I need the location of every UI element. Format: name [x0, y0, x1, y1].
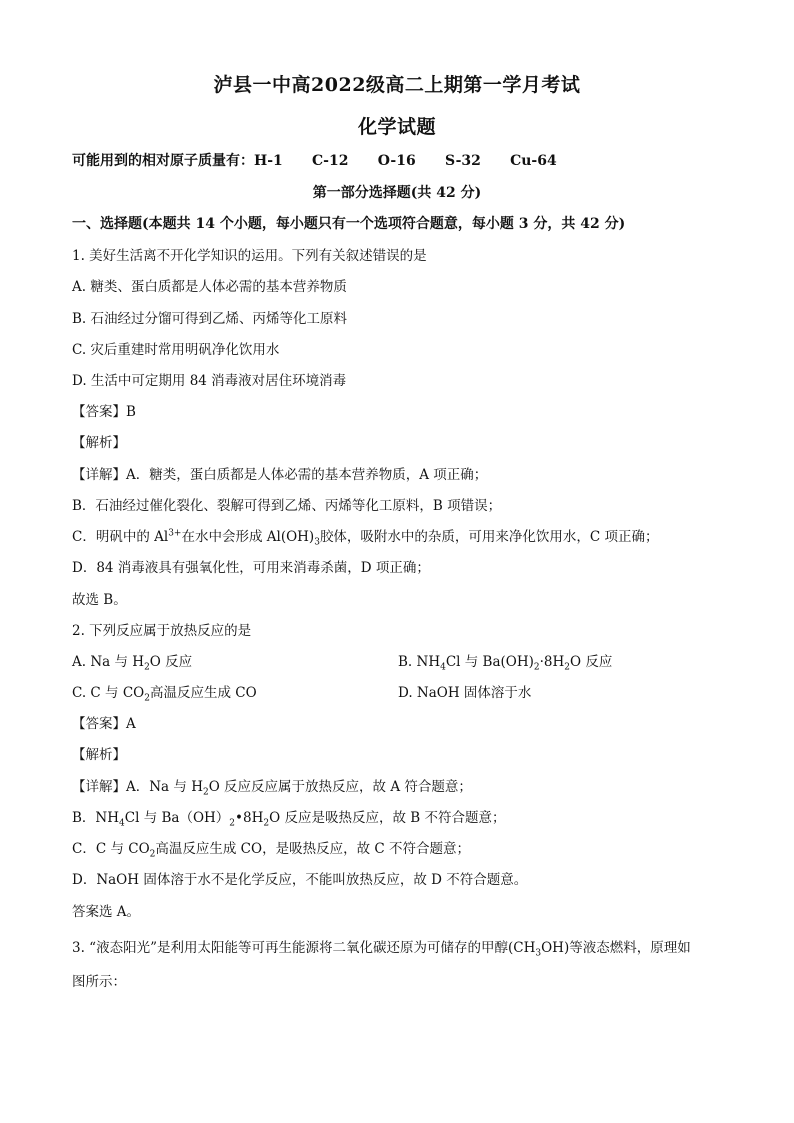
q1-option-c: C. 灾后重建时常用明矾净化饮用水: [72, 342, 280, 358]
q2-detail-2: B．$NH_4Cl$ 与 $Ba(OH)_2•8H_2O$ 反应是吸热反应，故 B 不符合题意；: [72, 810, 506, 829]
q2-detail-3: C．C 与 $CO_2$高温反应生成 CO，是吸热反应，故 C 不符合题意；: [72, 841, 470, 860]
q2-analysis-label: 【解析】: [72, 747, 126, 763]
q1-analysis-label: 【解析】: [72, 435, 126, 451]
q1-detail-4: D．84 消毒液具有强氧化性，可用来消毒杀菌，D 项正确；: [72, 560, 430, 576]
relative-atomic-masses: 可能用到的相对原子质量有：H-1 C-12 O-16 S-32 Cu-64: [72, 153, 557, 169]
q1-conclusion: 故选 B。: [72, 592, 127, 608]
q1-detail-1: 【详解】A．糖类，蛋白质都是人体必需的基本营养物质，A 项正确；: [72, 467, 488, 483]
section-title: 第一部分选择题(共 42 分): [312, 185, 482, 201]
q1-detail-3: C．明矾中的 $Al^{3+}$在水中会形成 $Al(OH)_3$胶体，吸附水中的杂质，可用来净化饮用水，C 项正确；: [72, 528, 659, 548]
q1-answer: 【答案】B: [72, 404, 136, 420]
q1-option-b: B. 石油经过分馏可得到乙烯、丙烯等化工原料: [72, 311, 348, 327]
q3-stem-continued: 图所示：: [72, 974, 126, 990]
q2-option-b: B. $NH_4Cl$ 与 $Ba(OH)_2\cdot 8H_2O$ 反应: [398, 654, 613, 673]
q2-answer: 【答案】A: [72, 716, 136, 732]
q3-stem: 3. “液态阳光”是利用太阳能等可再生能源将二氧化碳还原为可储存的甲醇$(CH_3OH)$等液态燃料，原理如: [72, 940, 691, 959]
q1-stem: 1. 美好生活离不开化学知识的运用。下列有关叙述错误的是: [72, 248, 427, 264]
q2-conclusion: 答案选 A。: [72, 904, 141, 920]
exam-subject: 化学试题: [357, 116, 436, 138]
q2-detail-1: 【详解】A．Na 与 $H_2O$ 反应反应属于放热反应，故 A 符合题意；: [72, 779, 472, 798]
q1-option-a: A. 糖类、蛋白质都是人体必需的基本营养物质: [72, 279, 347, 295]
q2-detail-4: D．NaOH 固体溶于水不是化学反应，不能叫放热反应，故 D 不符合题意。: [72, 872, 528, 888]
q2-option-d: D. NaOH 固体溶于水: [398, 685, 532, 701]
q2-stem: 2. 下列反应属于放热反应的是: [72, 623, 252, 639]
q2-option-a: A. Na 与 $H_2O$ 反应: [72, 654, 193, 673]
part-heading: 一、选择题(本题共 14 个小题，每小题只有一个选项符合题意，每小题 3 分，共 42 分): [72, 216, 626, 232]
exam-title: 泸县一中高2022级高二上期第一学月考试: [213, 74, 581, 96]
q1-option-d: D. 生活中可定期用 84 消毒液对居住环境消毒: [72, 373, 347, 389]
q2-option-c: C. C 与 $CO_2$高温反应生成 CO: [72, 685, 257, 704]
q1-detail-2: B．石油经过催化裂化、裂解可得到乙烯、丙烯等化工原料，B 项错误；: [72, 498, 502, 514]
